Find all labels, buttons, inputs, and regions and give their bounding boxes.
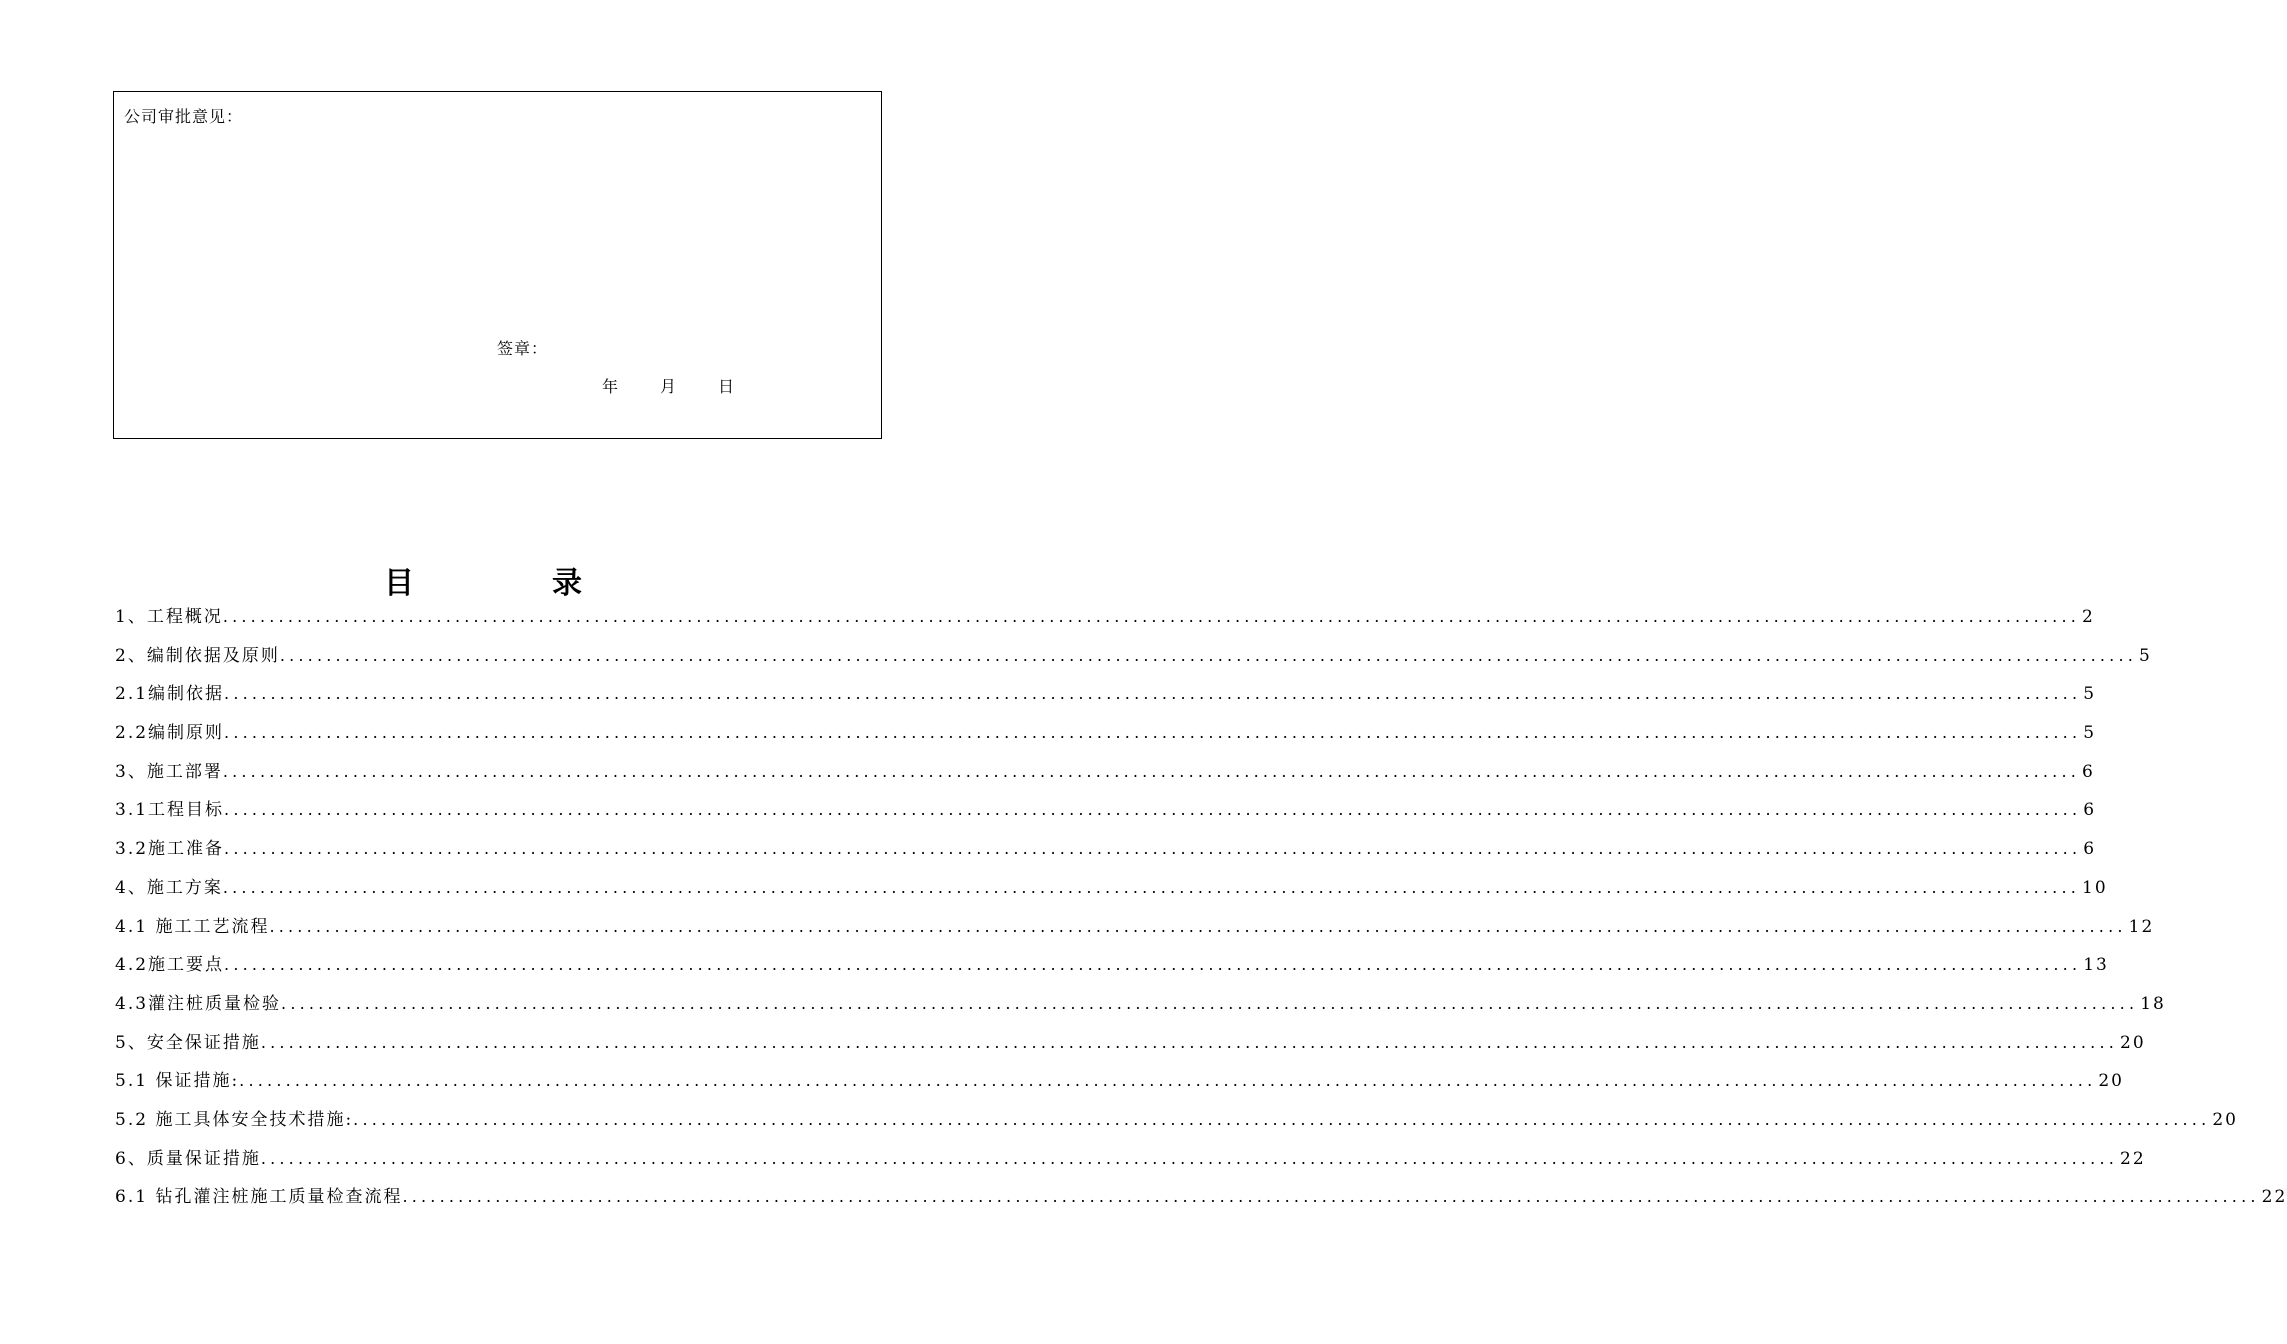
toc-entry[interactable] [115, 1140, 2146, 1179]
toc-entry-label: 2.2编制原则 [115, 723, 225, 744]
toc-entry-page: 6 [2083, 800, 2097, 821]
toc-entry-label: 2.1编制依据 [115, 684, 225, 705]
date-year-label: 年 [602, 377, 619, 396]
toc-entry-label: 6、质量保证措施 [115, 1148, 261, 1169]
toc-entry-page: 6 [2082, 761, 2095, 782]
toc-entry-label: 4、施工方案 [115, 877, 223, 898]
toc-list [115, 598, 2287, 1217]
toc-entry[interactable] [115, 946, 2109, 985]
toc-dot-leader: ........................................................................................................................................................................................................ [269, 916, 2127, 936]
toc-entry[interactable] [115, 1101, 2238, 1140]
toc-title-right: 录 [552, 566, 582, 601]
toc-entry-label: 3、施工部署 [115, 761, 223, 782]
toc-dot-leader: ........................................................................................................................................................................................................ [222, 877, 2081, 897]
toc-entry-page: 12 [2128, 916, 2155, 937]
toc-entry-label: 3.1工程目标 [115, 800, 225, 821]
toc-title [0, 558, 950, 600]
toc-entry-page: 22 [2261, 1187, 2287, 1208]
toc-entry[interactable] [115, 1062, 2124, 1101]
date-day-label: 日 [718, 377, 735, 396]
toc-entry[interactable] [115, 869, 2108, 908]
toc-dot-leader: ........................................................................................................................................................................................................ [260, 1148, 2119, 1168]
toc-entry-page: 20 [2098, 1071, 2124, 1092]
toc-entry-page: 6 [2083, 839, 2097, 860]
toc-entry[interactable] [115, 985, 2166, 1024]
toc-title-left: 目 [384, 566, 414, 601]
toc-dot-leader: ........................................................................................................................................................................................................ [239, 1071, 2097, 1091]
toc-entry-page: 22 [2120, 1148, 2146, 1169]
approval-label: 公司审批意见： [124, 107, 244, 126]
toc-entry[interactable] [115, 830, 2097, 869]
toc-dot-leader: ........................................................................................................................................................................................................ [353, 1109, 2211, 1129]
toc-entry[interactable] [115, 791, 2097, 830]
toc-entry-page: 20 [2212, 1109, 2238, 1130]
toc-entry-page: 10 [2082, 877, 2108, 898]
toc-entry-label: 4.1 施工工艺流程 [115, 916, 270, 937]
toc-entry-label: 2、编制依据及原则 [115, 645, 280, 666]
toc-entry-page: 5 [2083, 723, 2097, 744]
toc-dot-leader: ........................................................................................................................................................................................................ [279, 645, 2138, 665]
toc-entry[interactable] [115, 1024, 2146, 1063]
toc-dot-leader: ........................................................................................................................................................................................................ [260, 1032, 2119, 1052]
toc-entry-label: 3.2施工准备 [115, 839, 225, 860]
toc-entry-page: 5 [2083, 684, 2097, 705]
toc-entry-page: 13 [2083, 955, 2109, 976]
toc-entry-page: 18 [2140, 993, 2166, 1014]
toc-entry[interactable] [115, 1178, 2287, 1217]
toc-dot-leader: ........................................................................................................................................................................................................ [224, 955, 2082, 975]
toc-entry[interactable] [115, 675, 2097, 714]
toc-entry-label: 4.2施工要点 [115, 955, 225, 976]
toc-entry-label: 5.2 施工具体安全技术措施: [115, 1109, 354, 1130]
toc-dot-leader: ........................................................................................................................................................................................................ [402, 1187, 2260, 1207]
toc-dot-leader: ........................................................................................................................................................................................................ [281, 993, 2139, 1013]
toc-dot-leader: ........................................................................................................................................................................................................ [224, 723, 2082, 743]
toc-entry-label: 6.1 钻孔灌注桩施工质量检查流程 [115, 1187, 403, 1208]
approval-box [113, 91, 882, 439]
toc-entry[interactable] [115, 908, 2155, 947]
seal-label: 签章： [497, 339, 549, 358]
toc-entry-label: 5.1 保证措施: [115, 1071, 240, 1092]
toc-entry[interactable] [115, 714, 2097, 753]
toc-entry-page: 20 [2120, 1032, 2146, 1053]
toc-dot-leader: ........................................................................................................................................................................................................ [224, 800, 2082, 820]
toc-entry-label: 1、工程概况 [115, 607, 223, 627]
toc-entry-label: 4.3灌注桩质量检验 [115, 993, 282, 1014]
toc-dot-leader: ........................................................................................................................................................................................................ [222, 607, 2081, 626]
toc-entry-page: 2 [2082, 607, 2095, 627]
toc-entry[interactable] [115, 753, 2095, 792]
date-line [602, 374, 734, 397]
toc-entry-label: 5、安全保证措施 [115, 1032, 261, 1053]
toc-dot-leader: ........................................................................................................................................................................................................ [224, 839, 2082, 859]
toc-entry-page: 5 [2139, 645, 2152, 666]
toc-dot-leader: ........................................................................................................................................................................................................ [222, 761, 2081, 781]
date-month-label: 月 [660, 377, 677, 396]
toc-entry[interactable] [115, 598, 2095, 637]
toc-entry[interactable] [115, 637, 2152, 676]
toc-dot-leader: ........................................................................................................................................................................................................ [224, 684, 2082, 704]
